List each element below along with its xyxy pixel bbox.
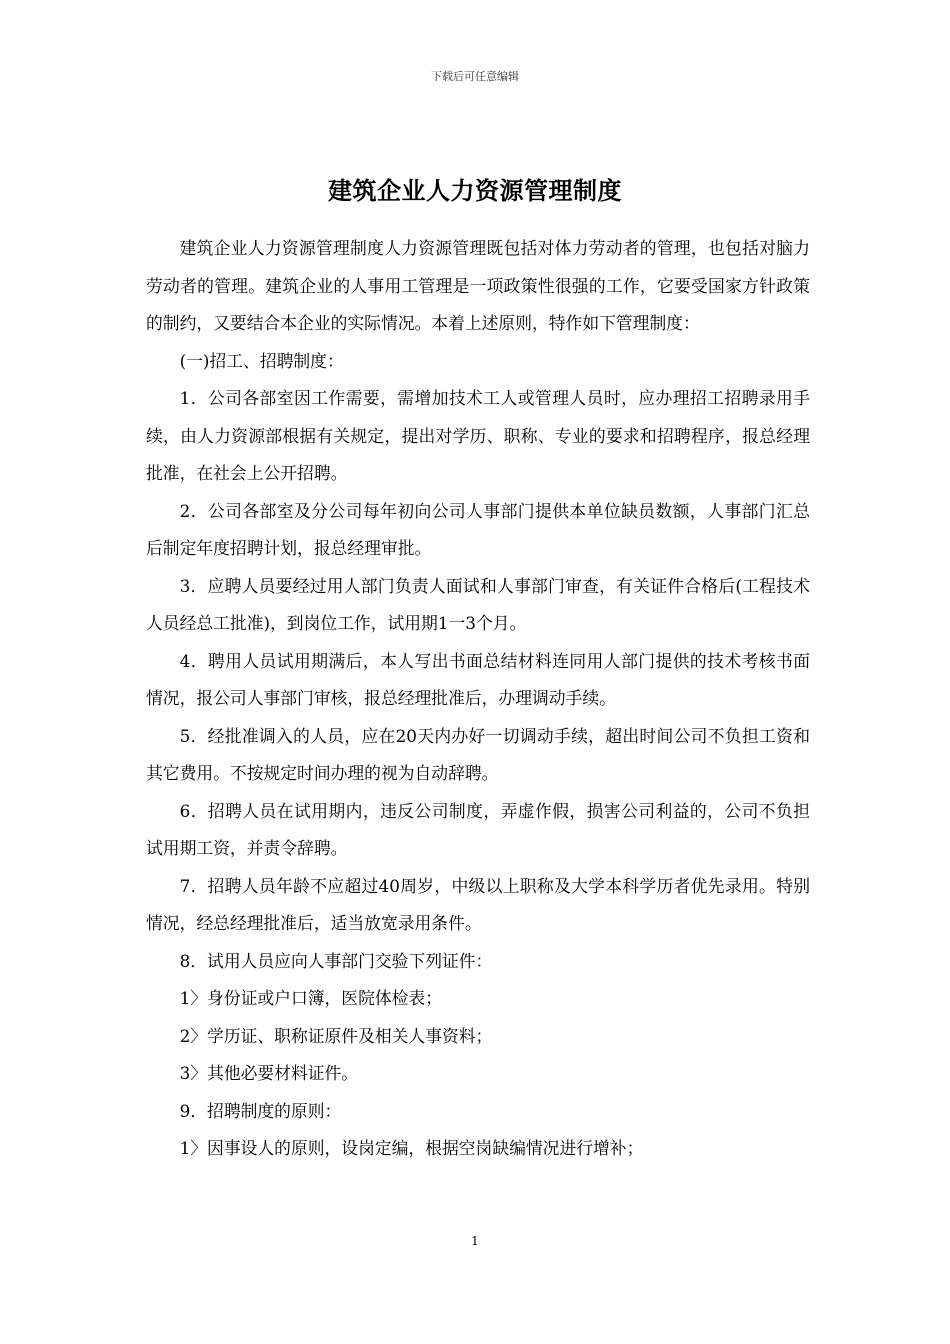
section-heading-recruitment: (一)招工、招聘制度： <box>179 350 344 371</box>
paragraph-item-6: 6．招聘人员在试用期内，违反公司制度，弄虚作假，损害公司利益的，公司不负担试用期工资，并责令辞聘。 <box>146 800 810 858</box>
list-item-8-3: 3〉其他必要材料证件。 <box>179 1063 359 1083</box>
paragraph-item-2: 2．公司各部室及分公司每年初向公司人事部门提供本单位缺员数额，人事部门汇总后制定年度招聘计划，报总经理审批。 <box>146 500 810 558</box>
paragraph-intro: 建筑企业人力资源管理制度人力资源管理既包括对体力劳动者的管理，也包括对脑力劳动者的管理。建筑企业的人事用工管理是一项政策性很强的工作，它要受国家方针政策的制约，又要结合本企业的实际情况。本着上述原则，特作如下管理制度： <box>146 238 810 333</box>
paragraph-item-1: 1．公司各部室因工作需要，需增加技术工人或管理人员时，应办理招工招聘录用手续，由人力资源部根据有关规定，提出对学历、职称、专业的要求和招聘程序，报总经理批准，在社会上公开招聘。 <box>146 388 810 483</box>
list-item-8-2: 2〉学历证、职称证原件及相关人事资料； <box>179 1025 493 1046</box>
paragraph-item-8: 8．试用人员应向人事部门交验下列证件： <box>179 950 493 971</box>
list-item-8-1: 1〉身份证或户口簿，医院体检表； <box>179 988 442 1008</box>
header-note: 下载后可任意编辑 <box>431 70 519 83</box>
paragraph-item-9: 9．招聘制度的原则： <box>179 1100 342 1121</box>
list-item-9-1: 1〉因事设人的原则，设岗定编，根据空岗缺编情况进行增补； <box>179 1138 644 1158</box>
paragraph-item-4: 4．聘用人员试用期满后，本人写出书面总结材料连同用人部门提供的技术考核书面情况，报公司人事部门审核，报总经理批准后，办理调动手续。 <box>146 650 810 708</box>
document-title: 建筑企业人力资源管理制度 <box>328 176 622 206</box>
page-number: 1 <box>471 1234 479 1248</box>
document-body <box>146 230 810 1168</box>
paragraph-item-7: 7．招聘人员年龄不应超过40周岁，中级以上职称及大学本科学历者优先录用。特别情况，经总经理批准后，适当放宽录用条件。 <box>146 875 810 933</box>
paragraph-item-5: 5．经批准调入的人员，应在20天内办好一切调动手续，超出时间公司不负担工资和其它费用。不按规定时间办理的视为自动辞聘。 <box>146 725 810 783</box>
paragraph-item-3: 3．应聘人员要经过用人部门负责人面试和人事部门审查，有关证件合格后(工程技术人员经总工批准)，到岗位工作，试用期1一3个月。 <box>146 575 810 633</box>
